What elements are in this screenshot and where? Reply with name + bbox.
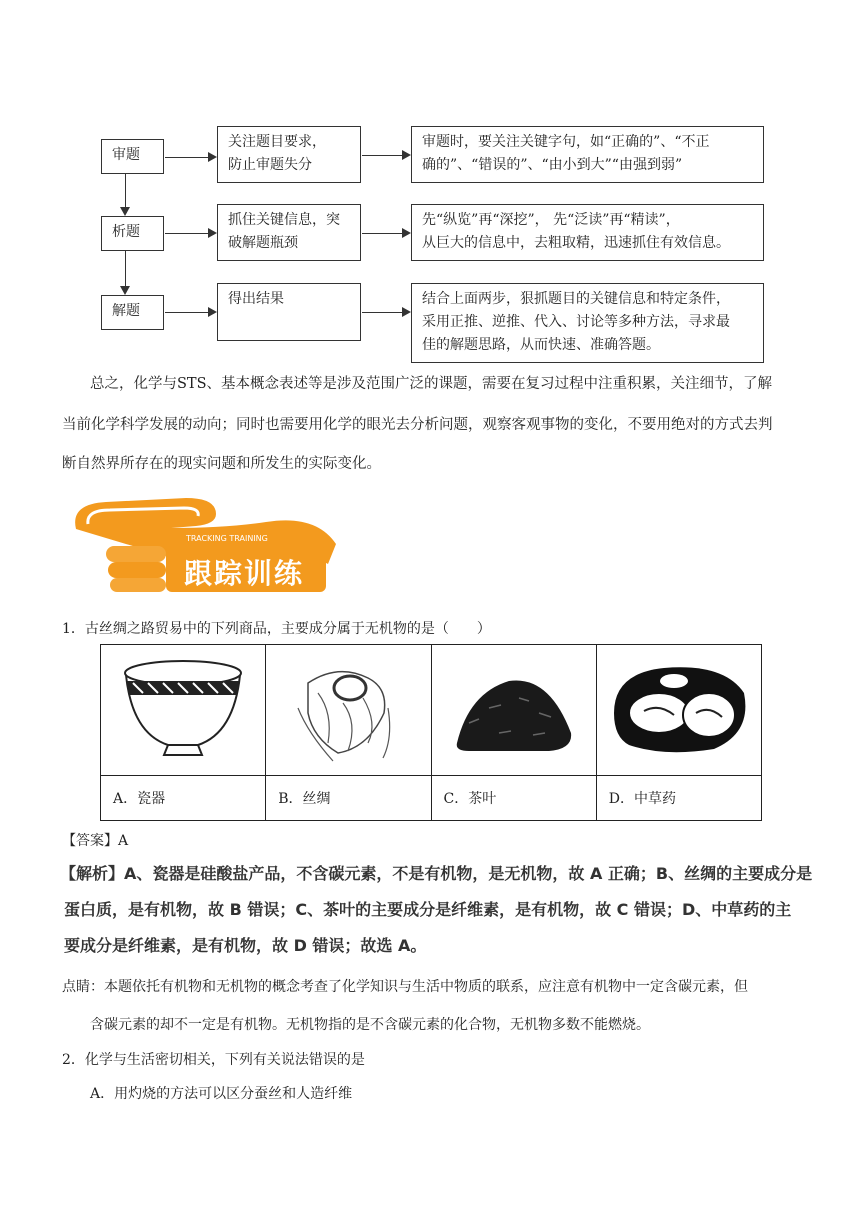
option-d: D．中草药 <box>596 776 761 821</box>
right-arrow <box>165 312 215 313</box>
right-arrow <box>165 233 215 234</box>
step-label: 审题 <box>112 147 140 163</box>
option-image-cell <box>266 645 431 776</box>
box-text: 确的”、“错误的”、“由小到大”“由强到弱” <box>422 157 683 173</box>
herbal-medicine-icon <box>604 653 754 763</box>
box-text: 从巨大的信息中，去粗取精，迅速抓住有效信息。 <box>422 235 730 251</box>
step-label: 析题 <box>112 224 140 240</box>
option-a: A．瓷器 <box>101 776 266 821</box>
question-1: 1．古丝绸之路贸易中的下列商品，主要成分属于无机物的是（ ） <box>62 621 491 637</box>
option-b: B．丝绸 <box>266 776 431 821</box>
box-text: 防止审题失分 <box>228 157 312 173</box>
right-arrow <box>362 312 409 313</box>
analysis-line: 蛋白质，是有机物，故 B 错误；C、茶叶的主要成分是纤维素，是有机物，故 C 错误；D、中草药的主 <box>64 900 792 919</box>
box-text: 破解题瓶颈 <box>228 235 298 251</box>
step-label: 解题 <box>112 303 140 319</box>
box-text: 关注题目要求， <box>228 134 326 150</box>
option-image-cell <box>596 645 761 776</box>
porcelain-bowl-icon <box>118 653 248 763</box>
right-arrow <box>165 157 215 158</box>
right-arrow <box>362 233 409 234</box>
step-box-xiti <box>101 216 164 251</box>
box-text: 佳的解题思路，从而快速、准确答题。 <box>422 337 660 353</box>
option-c: C．茶叶 <box>431 776 596 821</box>
right-box-1 <box>411 126 764 183</box>
mid-box-1 <box>217 126 361 183</box>
comment-line-2: 含碳元素的却不一定是有机物。无机物指的是不含碳元素的化合物，无机物多数不能燃烧。 <box>90 1017 650 1033</box>
analysis-line: 【解析】A、瓷器是硅酸盐产品，不含碳元素，不是有机物，是无机物，故 A 正确；B、丝绸的主要成分是 <box>60 864 813 883</box>
banner-subtitle: TRACKING TRAINING <box>186 534 268 543</box>
down-arrow <box>125 174 126 214</box>
answer-1: 【答案】A <box>62 833 129 849</box>
box-text: 得出结果 <box>228 291 284 307</box>
box-text: 结合上面两步，狠抓题目的关键信息和特定条件， <box>422 291 730 307</box>
box-text: 采用正推、逆推、代入、讨论等多种方法，寻求最 <box>422 314 730 330</box>
summary-line-2: 当前化学科学发展的动向；同时也需要用化学的眼光去分析问题，观察客观事物的变化，不要用绝对的方式去判 <box>62 417 773 433</box>
banner-title: 跟踪训练 <box>184 557 305 590</box>
silk-icon <box>288 653 408 763</box>
step-box-jieti <box>101 295 164 330</box>
tracking-training-banner <box>66 484 338 596</box>
question-2-option-a: A．用灼烧的方法可以区分蚕丝和人造纤维 <box>90 1086 353 1102</box>
box-text: 审题时，要关注关键字句，如“正确的”、“不正 <box>422 134 710 150</box>
box-text: 先“纵览”再“深挖”， 先“泛读”再“精读”， <box>422 212 680 228</box>
analysis-1 <box>60 856 813 964</box>
options-table <box>100 644 762 821</box>
down-arrow <box>125 251 126 293</box>
tea-leaves-icon <box>449 653 579 763</box>
comment-line-1: 点睛：本题依托有机物和无机物的概念考查了化学知识与生活中物质的联系，应注意有机物中一定含碳元素，但 <box>62 979 748 995</box>
mid-box-2 <box>217 204 361 261</box>
right-arrow <box>362 155 409 156</box>
option-image-cell <box>101 645 266 776</box>
right-box-3 <box>411 283 764 363</box>
box-text: 抓住关键信息，突 <box>228 212 340 228</box>
option-image-cell <box>431 645 596 776</box>
right-box-2 <box>411 204 764 261</box>
summary-line-1: 总之，化学与STS、基本概念表述等是涉及范围广泛的课题，需要在复习过程中注重积累，关注细节，了解 <box>90 376 773 392</box>
question-2: 2．化学与生活密切相关，下列有关说法错误的是 <box>62 1052 365 1068</box>
step-box-shenti <box>101 139 164 174</box>
analysis-line: 要成分是纤维素，是有机物，故 D 错误；故选 A。 <box>64 936 427 955</box>
summary-line-3: 断自然界所存在的现实问题和所发生的实际变化。 <box>62 456 381 472</box>
mid-box-3 <box>217 283 361 341</box>
